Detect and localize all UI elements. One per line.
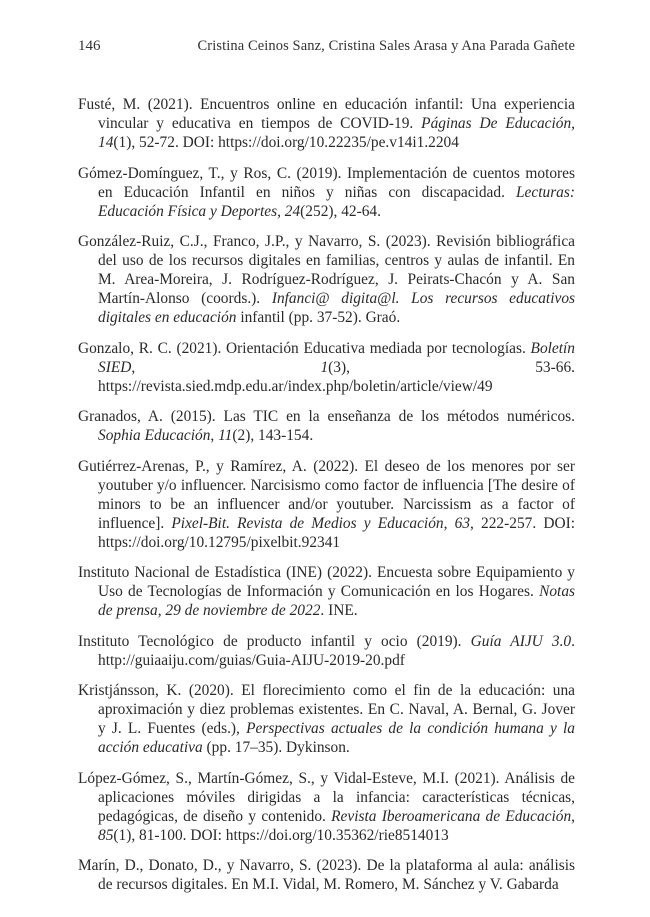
reference-entry xyxy=(78,407,575,445)
reference-italic-text: Perspectivas actuales de la condición humana y la acción educativa xyxy=(98,720,575,756)
reference-entry xyxy=(78,681,575,757)
reference-italic-text: Guía AIJU 3.0 xyxy=(470,632,572,650)
reference-list xyxy=(78,95,575,906)
reference-text: González-Ruiz, C.J., Franco, J.P., y Navarro, S. (2023). Revisión bibliográfica del uso de los recursos digitales en familias, centros y aulas de infantil. En M. Area-Moreira, J. Rodríguez-Rodríguez, J. Peirats-Chacón y A. San Martín-Alonso (coords.). xyxy=(78,233,575,307)
reference-entry xyxy=(78,95,575,152)
reference-entry xyxy=(78,232,575,327)
reference-text: (1), 52-72. DOI: https://doi.org/10.22235/pe.v14i1.2204 xyxy=(113,134,459,151)
reference-italic-text: Pixel-Bit. Revista de Medios y Educación, 63 xyxy=(171,514,471,532)
reference-entry xyxy=(78,769,575,845)
reference-italic-text: Infanci@ digita@l. Los recursos educativos digitales en educación xyxy=(98,290,575,326)
reference-text: Gutiérrez-Arenas, P., y Ramírez, A. (2022). El deseo de los menores por ser youtuber y/o influencer. Narcisismo como factor de influencia [The desire of minors to be an influencer and/or youtuber. Narcissism as a factor of influence]. xyxy=(78,457,575,532)
reference-italic-text: Páginas De Educación, 14 xyxy=(98,115,575,151)
reference-text: . INE. xyxy=(320,602,358,619)
reference-text: Kristjánsson, K. (2020). El florecimiento como el fin de la educación: una aproximación y diez problemas existentes. En C. Naval, A. Bernal, G. Jover y J. L. Fuentes (eds.), xyxy=(78,682,575,737)
reference-text: (1), 81-100. DOI: https://doi.org/10.35362/rie8514013 xyxy=(113,826,449,844)
reference-entry xyxy=(78,856,575,894)
reference-italic-text: 1 xyxy=(320,358,329,376)
reference-italic-text: 85 xyxy=(98,826,114,844)
reference-text: , 222-257. DOI: https://doi.org/10.12795/pixelbit.92341 xyxy=(98,514,575,551)
reference-text: infantil (pp. 37-52). Graó. xyxy=(236,309,401,326)
reference-text: , xyxy=(210,427,219,444)
reference-text: Gómez-Domínguez, T., y Ros, C. (2019). Implementación de cuentos motores en Educación Infantil en niños y niñas con discapacidad. xyxy=(78,164,575,201)
reference-text: . http://guiaaiju.com/guias/Guia-AIJU-2019-20.pdf xyxy=(98,632,575,669)
reference-entry xyxy=(78,563,575,620)
reference-italic-text: Notas de prensa, 29 de noviembre de 2022 xyxy=(98,583,575,619)
reference-italic-text: Sophia Educación xyxy=(98,427,211,444)
reference-entry xyxy=(78,339,575,396)
reference-text: , xyxy=(571,807,575,825)
reference-italic-text: Lecturas: Educación Física y Deportes, 24 xyxy=(98,183,575,220)
reference-entry xyxy=(78,457,575,552)
page-header xyxy=(78,38,575,60)
reference-text: (252), 42-64. xyxy=(300,202,381,220)
reference-italic-text: Boletín SIED xyxy=(98,339,575,376)
reference-text: Gonzalo, R. C. (2021). Orientación Educativa mediada por tecnologías. xyxy=(78,339,531,357)
reference-text: , xyxy=(131,358,321,376)
reference-text: Marín, D., Donato, D., y Navarro, S. (2023). De la plataforma al aula: análisis de recursos digitales. En M.I. Vidal, M. Romero, M. Sánchez y V. Gabarda xyxy=(78,857,575,893)
page-number: 146 xyxy=(78,38,101,54)
running-head: Cristina Ceinos Sanz, Cristina Sales Arasa y Ana Parada Gañete xyxy=(197,38,575,54)
reference-entry xyxy=(78,632,575,670)
reference-text: Fusté, M. (2021). Encuentros online en educación infantil: Una experiencia vincular y educativa en tiempos de COVID-19. xyxy=(78,96,575,132)
reference-text: Granados, A. (2015). Las TIC en la enseñanza de los métodos numéricos. xyxy=(78,408,575,425)
reference-text: (pp. 17–35). Dykinson. xyxy=(202,739,350,756)
reference-text: (3), 53-66. https://revista.sied.mdp.edu.ar/index.php/boletin/article/view/49 xyxy=(98,358,575,395)
reference-italic-text: Revista Iberoamericana de Educación xyxy=(331,807,572,825)
reference-text: Instituto Nacional de Estadística (INE) (2022). Encuesta sobre Equipamiento y Uso de Tecnologías de Información y Comunicación en los Hogares. xyxy=(78,564,575,600)
reference-text: Instituto Tecnológico de producto infantil y ocio (2019). xyxy=(78,632,471,650)
reference-text: López-Gómez, S., Martín-Gómez, S., y Vidal-Esteve, M.I. (2021). Análisis de aplicaciones móviles dirigidas a la infancia: características técnicas, pedagógicas, de diseño y contenido. xyxy=(78,769,575,825)
reference-entry xyxy=(78,164,575,221)
reference-italic-text: 11 xyxy=(218,427,233,444)
reference-text: (2), 143-154. xyxy=(232,427,314,444)
